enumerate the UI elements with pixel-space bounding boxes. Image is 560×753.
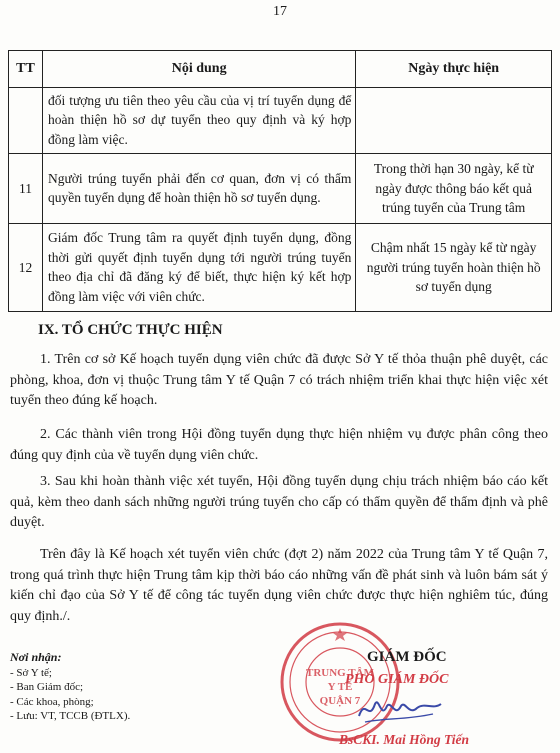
- header-content: Nội dung: [42, 51, 355, 88]
- row-tt: 12: [9, 224, 43, 312]
- header-date: Ngày thực hiện: [356, 51, 552, 88]
- row-tt: [9, 88, 43, 154]
- signer-subtitle: PHÓ GIÁM ĐỐC: [345, 672, 449, 687]
- section-title: IX. TỔ CHỨC THỰC HIỆN: [38, 322, 223, 338]
- row-date: Trong thời hạn 30 ngày, kể từ ngày được thông báo kết quả trúng tuyển của Trung tâm: [356, 154, 552, 224]
- table-header-row: [9, 51, 552, 88]
- row-content: Người trúng tuyển phải đến cơ quan, đơn vị có thẩm quyền tuyển dụng để hoàn thiện hồ sơ tuyển dụng.: [42, 154, 355, 224]
- table-row: [9, 224, 552, 312]
- seal-line1: TRUNG TÂM: [306, 667, 374, 679]
- table-row: [9, 154, 552, 224]
- row-content: Giám đốc Trung tâm ra quyết định tuyển dụng, đồng thời gửi quyết định tuyển dụng tới người trúng tuyển theo địa chỉ đã đăng ký để biết, thực hiện ký kết hợp đồng làm việc với viên chức.: [42, 224, 355, 312]
- table-row: [9, 88, 552, 154]
- recipient-item: - Sở Y tế;: [10, 666, 52, 679]
- recipient-item: - Ban Giám đốc;: [10, 681, 84, 693]
- seal-line2: Y TẾ: [327, 681, 353, 693]
- row-date: [356, 88, 552, 154]
- plan-table: [8, 50, 552, 312]
- signer-title: GIÁM ĐỐC: [367, 649, 447, 665]
- row-date: Chậm nhất 15 ngày kể từ ngày người trúng tuyển hoàn thiện hồ sơ tuyển dụng: [356, 224, 552, 312]
- recipient-item: - Lưu: VT, TCCB (ĐTLX).: [10, 710, 131, 722]
- paragraph-3: 3. Sau khi hoàn thành việc xét tuyển, Hội đồng tuyển dụng chịu trách nhiệm báo cáo kết quả, kèm theo danh sách những người trúng tuyển cho cấp có thẩm quyền để thẩm định và phê duyệt.: [10, 474, 548, 530]
- recipient-item: - Các khoa, phòng;: [10, 695, 94, 708]
- row-content: đối tượng ưu tiên theo yêu cầu của vị trí tuyển dụng để hoàn thiện hồ sơ dự tuyển theo quy định và ký hợp đồng làm việc.: [42, 88, 355, 154]
- seal-line3: QUẬN 7: [319, 695, 361, 707]
- header-tt: TT: [9, 51, 43, 88]
- paragraph-2: 2. Các thành viên trong Hội đồng tuyển dụng thực hiện nhiệm vụ được phân công theo đúng quy định của về tuyển dụng viên chức.: [10, 427, 548, 463]
- page-number: 17: [273, 4, 287, 19]
- signer-name: BsCKI. Mai Hồng Tiến: [339, 732, 470, 747]
- handwritten-signature: [355, 692, 445, 728]
- row-tt: 11: [9, 154, 43, 224]
- recipients-block: [10, 650, 130, 724]
- paragraph-1: 1. Trên cơ sở Kế hoạch tuyển dụng viên chức đã được Sở Y tế thỏa thuận phê duyệt, các phòng, khoa, đơn vị thuộc Trung tâm Y tế Quận 7 có trách nhiệm triển khai thực hiện việc xét tuyển theo đúng kế hoạch.: [10, 352, 548, 408]
- recipients-title: Nơi nhận:: [10, 650, 62, 664]
- paragraph-4: Trên đây là Kế hoạch xét tuyển viên chức (đợt 2) năm 2022 của Trung tâm Y tế Quận 7, trong quá trình thực hiện Trung tâm kịp thời báo cáo những vấn đề phát sinh và luôn bám sát ý kiến chỉ đạo của Sở Y tế để công tác tuyển dụng viên chức được thực hiện nghiêm túc, đúng quy định./.: [10, 547, 548, 624]
